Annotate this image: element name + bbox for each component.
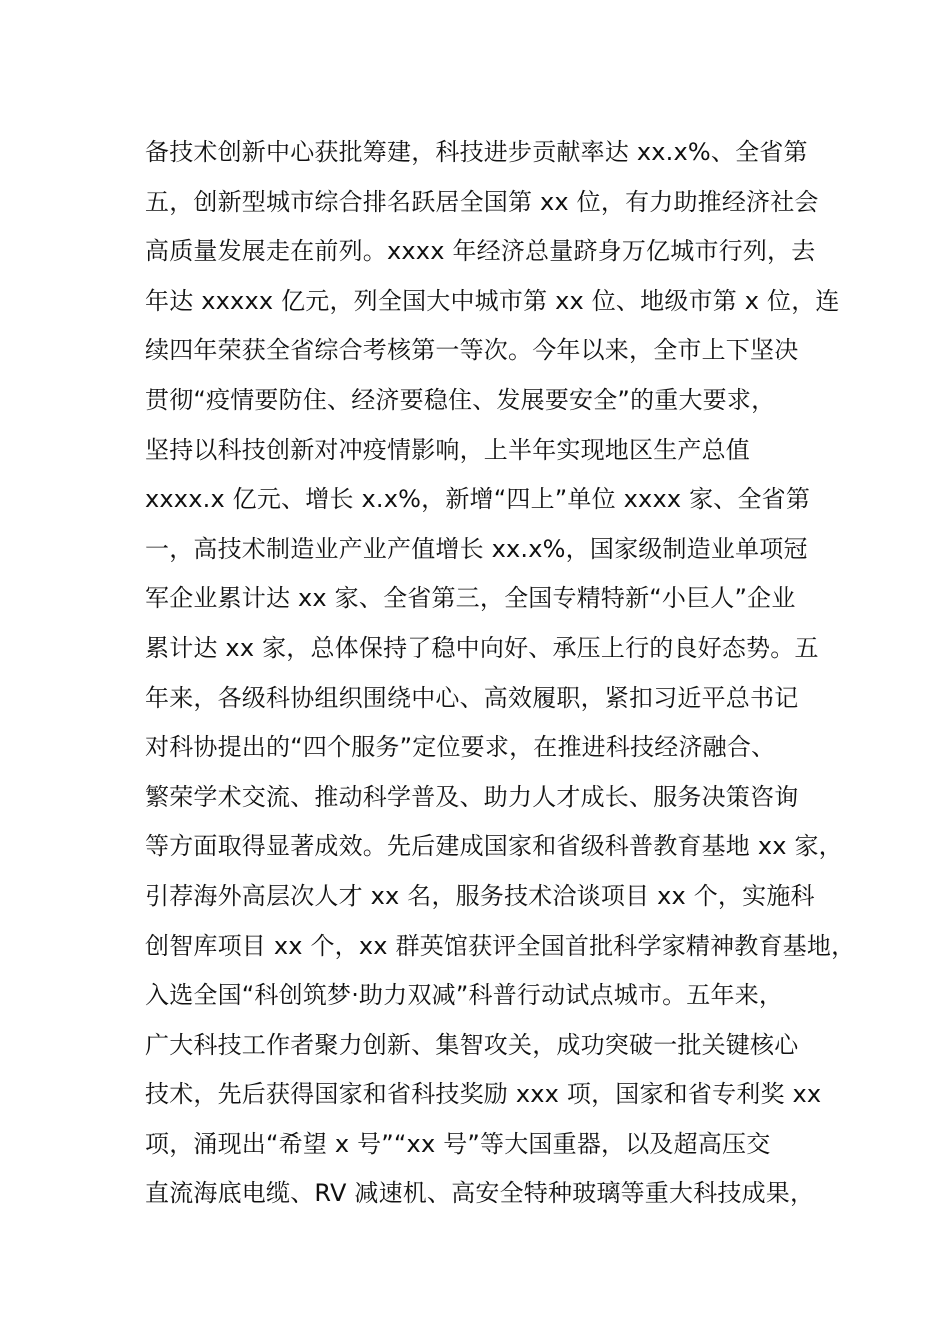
body-paragraph — [145, 128, 856, 1219]
text-line: 军企业累计达 xx 家、全省第三，全国专精特新“小巨人”企业 — [145, 584, 796, 613]
text-line: 年达 xxxxx 亿元，列全国大中城市第 xx 位、地级市第 x 位，连 — [145, 286, 840, 315]
text-line: 引荐海外高层次人才 xx 名，服务技术洽谈项目 xx 个，实施科 — [145, 881, 815, 910]
text-line: 备技术创新中心获批筹建，科技进步贡献率达 xx.x%、全省第 — [145, 138, 808, 166]
text-line: 创智库项目 xx 个，xx 群英馆获评全国首批科学家精神教育基地， — [145, 931, 856, 960]
text-line: 直流海底电缆、RV 减速机、高安全特种玻璃等重大科技成果， — [145, 1179, 815, 1208]
text-line: 繁荣学术交流、推动科学普及、助力人才成长、服务决策咨询 — [145, 782, 799, 811]
text-line: 贯彻“疫情要防住、经济要稳住、发展要安全”的重大要求， — [145, 385, 776, 414]
text-line: 五，创新型城市综合排名跃居全国第 xx 位，有力助推经济社会 — [145, 187, 819, 216]
text-line: 广大科技工作者聚力创新、集智攻关，成功突破一批关键核心 — [145, 1030, 799, 1059]
text-line: 入选全国“科创筑梦·助力双减”科普行动试点城市。五年来， — [145, 981, 784, 1010]
text-line: 技术，先后获得国家和省科技奖励 xxx 项，国家和省专利奖 xx — [145, 1080, 822, 1109]
text-line: 等方面取得显著成效。先后建成国家和省级科普教育基地 xx 家， — [145, 832, 843, 861]
text-line: 坚持以科技创新对冲疫情影响，上半年实现地区生产总值 — [145, 435, 750, 464]
text-line: 高质量发展走在前列。xxxx 年经济总量跻身万亿城市行列，去 — [145, 237, 816, 266]
text-line: 年来，各级科协组织围绕中心、高效履职，紧扣习近平总书记 — [145, 683, 799, 712]
text-line: 项，涌现出“希望 x 号”“xx 号”等大国重器，以及超高压交 — [145, 1129, 771, 1158]
text-line: 续四年荣获全省综合考核第一等次。今年以来，全市上下坚决 — [145, 336, 799, 365]
text-line: 累计达 xx 家，总体保持了稳中向好、承压上行的良好态势。五 — [145, 633, 819, 662]
text-line: 一，高技术制造业产业产值增长 xx.x%，国家级制造业单项冠 — [145, 534, 808, 563]
text-line: xxxx.x 亿元、增长 x.x%，新增“四上”单位 xxxx 家、全省第 — [145, 485, 811, 514]
text-line: 对科协提出的“四个服务”定位要求，在推进科技经济融合、 — [145, 733, 776, 762]
